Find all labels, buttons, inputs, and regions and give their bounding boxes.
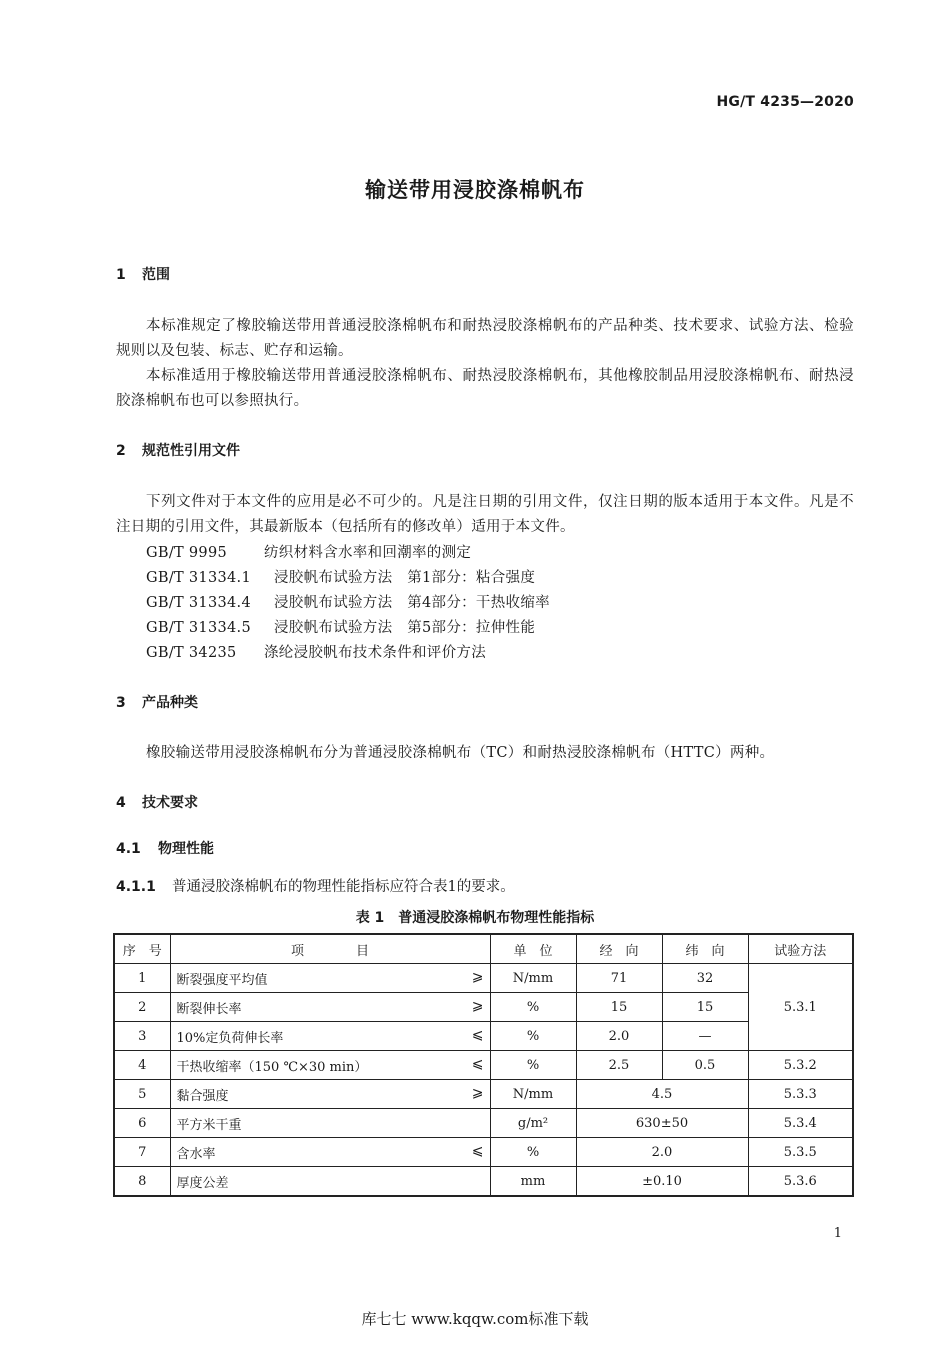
section-4-heading: 4 技术要求	[116, 795, 198, 811]
section-1-paragraph-2: 本标准适用于橡胶输送带用普通浸胶涤棉帆布、耐热浸胶涤棉帆布，其他橡胶制品用浸胶涤棉帆布、耐热浸胶涤棉帆布也可以参照执行。	[116, 368, 854, 409]
header-no: 序 号	[114, 934, 170, 964]
table-row: 4 干热收缩率（150 ℃×30 min） ⩽ % 2.5 0.5 5.3.2	[114, 1051, 853, 1080]
section-4-1-heading: 4.1 物理性能	[116, 841, 214, 857]
page-number: 1	[833, 1226, 842, 1241]
table-row: 8 厚度公差 mm ±0.10 5.3.6	[114, 1167, 853, 1197]
table-row: 3 10%定负荷伸长率 ⩽ % 2.0 —	[114, 1022, 853, 1051]
header-warp: 经 向	[576, 934, 662, 964]
header-unit: 单 位	[490, 934, 576, 964]
document-code: HG/T 4235—2020	[716, 94, 854, 110]
reference-item: GB/T 31334.1 浸胶帆布试验方法 第1部分：粘合强度	[146, 570, 536, 586]
section-2-heading: 2 规范性引用文件	[116, 443, 240, 459]
section-1-paragraph-1: 本标准规定了橡胶输送带用普通浸胶涤棉帆布和耐热浸胶涤棉帆布的产品种类、技术要求、试验方法、检验规则以及包装、标志、贮存和运输。	[116, 318, 854, 359]
section-3-heading: 3 产品种类	[116, 695, 198, 711]
section-1-heading: 1 范围	[116, 267, 170, 283]
table-row: 2 断裂伸长率 ⩾ % 15 15	[114, 993, 853, 1022]
table-row: 7 含水率 ⩽ % 2.0 5.3.5	[114, 1138, 853, 1167]
section-3-paragraph: 橡胶输送带用浸胶涤棉帆布分为普通浸胶涤棉帆布（TC）和耐热浸胶涤棉帆布（HTTC）两种。	[146, 745, 775, 761]
table-row: 5 黏合强度 ⩾ N/mm 4.5 5.3.3	[114, 1080, 853, 1109]
header-item: 项 目	[170, 934, 490, 964]
section-4-1-1-clause: 4.1.1 普通浸胶涤棉帆布的物理性能指标应符合表1的要求。	[116, 879, 515, 895]
reference-item: GB/T 31334.4 浸胶帆布试验方法 第4部分：干热收缩率	[146, 595, 550, 611]
page-title: 输送带用浸胶涤棉帆布	[365, 178, 585, 202]
table-header-row	[114, 934, 853, 964]
header-method: 试验方法	[748, 934, 853, 964]
reference-item: GB/T 31334.5 浸胶帆布试验方法 第5部分：拉伸性能	[146, 620, 536, 636]
header-weft: 纬 向	[662, 934, 748, 964]
physical-properties-table	[113, 933, 854, 1197]
table-row: 1 断裂强度平均值 ⩾ N/mm 71 32 5.3.1	[114, 964, 853, 993]
section-2-paragraph: 下列文件对于本文件的应用是必不可少的。凡是注日期的引用文件，仅注日期的版本适用于本文件。凡是不注日期的引用文件，其最新版本（包括所有的修改单）适用于本文件。	[116, 494, 854, 535]
reference-item: GB/T 34235 涤纶浸胶帆布技术条件和评价方法	[146, 645, 486, 661]
table-row: 6 平方米干重 g/m² 630±50 5.3.4	[114, 1109, 853, 1138]
table-caption: 表 1 普通浸胶涤棉帆布物理性能指标	[355, 910, 595, 926]
footer-watermark: 库七七 www.kqqw.com标准下载	[361, 1310, 589, 1328]
reference-item: GB/T 9995 纺织材料含水率和回潮率的测定	[146, 545, 472, 561]
